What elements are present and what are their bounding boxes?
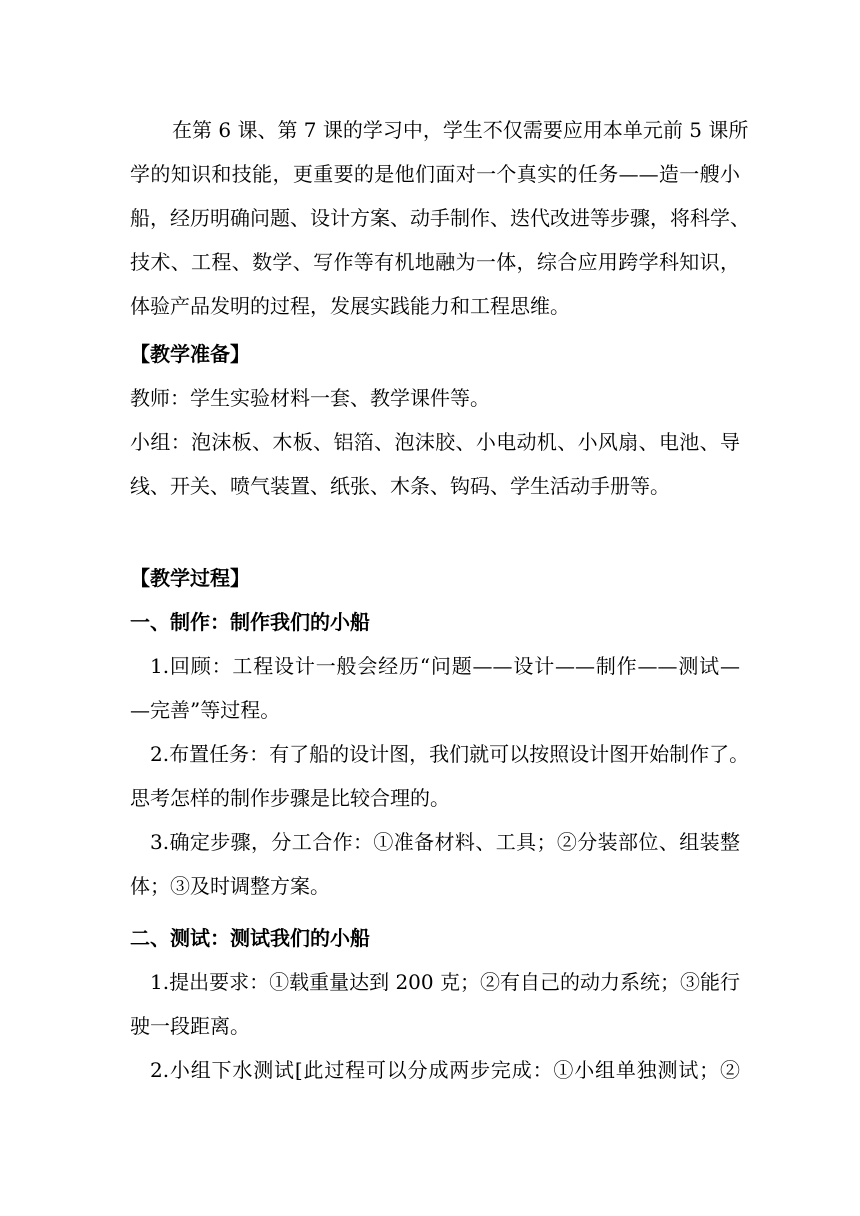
- section1-item-3-line-1: 3.确定步骤，分工合作：①准备材料、工具；②分装部位、组装整: [150, 830, 740, 854]
- intro-line-1: 在第 6 课、第 7 课的学习中，学生不仅需要应用本单元前 5 课所: [172, 118, 749, 142]
- section2-item-1-line-1: 1.提出要求：①载重量达到 200 克；②有自己的动力系统；③能行: [150, 970, 740, 994]
- section1-title: 一、制作：制作我们的小船: [130, 610, 370, 634]
- intro-line-5: 体验产品发明的过程，发展实践能力和工程思维。: [130, 294, 570, 318]
- prep-group-line-1: 小组：泡沫板、木板、铝箔、泡沫胶、小电动机、小风扇、电池、导: [130, 430, 740, 454]
- intro-line-3: 船，经历明确问题、设计方案、动手制作、迭代改进等步骤，将科学、: [130, 206, 750, 230]
- section1-item-2-line-1: 2.布置任务：有了船的设计图，我们就可以按照设计图开始制作了。: [150, 742, 750, 766]
- prep-group-line-2: 线、开关、喷气装置、纸张、木条、钩码、学生活动手册等。: [130, 474, 670, 498]
- prep-teacher: 教师：学生实验材料一套、教学课件等。: [130, 386, 490, 410]
- section1-item-1-line-2: —完善”等过程。: [130, 698, 281, 722]
- section1-item-2-line-2: 思考怎样的制作步骤是比较合理的。: [130, 786, 450, 810]
- section2-title: 二、测试：测试我们的小船: [130, 926, 370, 950]
- intro-line-4: 技术、工程、数学、写作等有机地融为一体，综合应用跨学科知识，: [130, 250, 740, 274]
- intro-line-2: 学的知识和技能，更重要的是他们面对一个真实的任务——造一艘小: [130, 162, 740, 186]
- section2-item-1-line-2: 驶一段距离。: [130, 1014, 250, 1038]
- section1-item-3-line-2: 体；③及时调整方案。: [130, 874, 330, 898]
- section2-item-2-line-1: 2.小组下水测试[此过程可以分成两步完成：①小组单独测试；②: [150, 1058, 740, 1082]
- section1-item-1-line-1: 1.回顾：工程设计一般会经历“问题——设计——制作——测试—: [150, 654, 740, 678]
- prep-heading: 【教学准备】: [130, 342, 250, 366]
- process-heading: 【教学过程】: [130, 566, 250, 590]
